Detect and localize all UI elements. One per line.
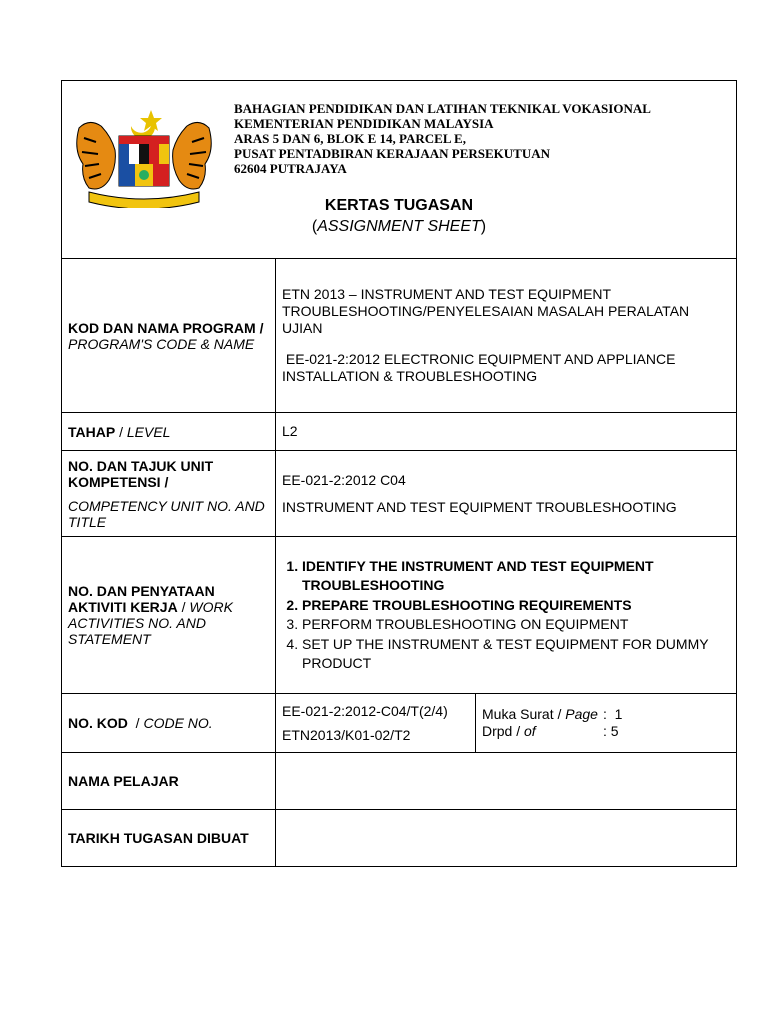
activity-item: 1. IDENTIFY THE INSTRUMENT AND TEST EQUIPMENT TROUBLESHOOTING [302, 557, 730, 596]
program-standard: EE-021-2:2012 ELECTRONIC EQUIPMENT AND APPLIANCE INSTALLATION & TROUBLESHOOTING [282, 351, 680, 384]
sheet-title: KERTAS TUGASAN [324, 197, 474, 214]
code-number-2: ETN2013/K01-02/T2 [282, 727, 411, 743]
date-field[interactable] [276, 810, 736, 866]
code-label-english: CODE NO. [143, 715, 213, 731]
level-row [62, 413, 736, 451]
student-label-text: NAMA PELAJAR [68, 773, 179, 789]
program-label-english: PROGRAM'S CODE & NAME [68, 335, 255, 352]
unit-row [62, 451, 736, 537]
code-row [62, 694, 736, 753]
program-label [62, 259, 276, 412]
activities-list [282, 557, 730, 674]
page-value: : 1 [603, 706, 623, 722]
activities-value [276, 537, 736, 693]
page-label-english: Page [565, 706, 598, 722]
activity-item: 2. PREPARE TROUBLESHOOTING REQUIREMENTS [302, 596, 730, 616]
date-label [62, 810, 276, 866]
activities-row [62, 537, 736, 694]
level-label-separator: / [115, 423, 127, 440]
program-row [62, 259, 736, 413]
activities-label-separator: / [177, 599, 190, 615]
unit-value [276, 451, 736, 536]
code-value [276, 694, 736, 752]
page-total [482, 723, 730, 740]
address-line: 62604 PUTRAJAYA [234, 161, 347, 176]
level-label-malay: TAHAP [68, 423, 116, 440]
page-info [476, 694, 736, 752]
code-label-malay: NO. KOD [68, 715, 128, 731]
of-value: : 5 [603, 723, 619, 739]
address-line: KEMENTERIAN PENDIDIKAN MALAYSIA [234, 116, 494, 131]
code-numbers [276, 694, 476, 752]
code-label-separator: / [127, 715, 144, 731]
subtitle-paren-open: ( [311, 218, 318, 235]
of-label-english: of [524, 723, 536, 739]
of-label: Drpd / [482, 723, 525, 739]
assignment-sheet [61, 80, 737, 867]
code-label [62, 694, 276, 752]
student-label [62, 753, 276, 809]
level-value: L2 [282, 423, 298, 439]
ministry-address [234, 101, 714, 176]
address-line: BAHAGIAN PENDIDIKAN DAN LATIHAN TEKNIKAL VOKASIONAL [234, 101, 651, 116]
address-line: ARAS 5 DAN 6, BLOK E 14, PARCEL E, [234, 131, 466, 146]
sheet-header [62, 81, 736, 259]
activities-label-english: WORK ACTIVITIES NO. AND STATEMENT [68, 599, 233, 647]
date-row [62, 810, 736, 866]
page-label: Muka Surat / [482, 706, 566, 722]
subtitle-text: ASSIGNMENT SHEET [317, 218, 481, 235]
address-line: PUSAT PENTADBIRAN KERAJAAN PERSEKUTUAN [234, 146, 551, 161]
student-name-field[interactable] [276, 753, 736, 809]
activities-label [62, 537, 276, 693]
unit-title: INSTRUMENT AND TEST EQUIPMENT TROUBLESHOOTING [282, 498, 677, 515]
page-number [482, 706, 730, 723]
code-number-1: EE-021-2:2012-C04/T(2/4) [282, 703, 448, 719]
program-label-malay: KOD DAN NAMA PROGRAM / [68, 319, 264, 336]
date-label-text: TARIKH TUGASAN DIBUAT [68, 830, 249, 846]
level-label-english: LEVEL [126, 423, 171, 440]
subtitle-paren-close: ) [480, 218, 487, 235]
activities-label-malay: NO. DAN PENYATAAN AKTIVITI KERJA [68, 583, 215, 615]
unit-label-english: COMPETENCY UNIT NO. AND TITLE [68, 497, 265, 530]
level-label [62, 413, 276, 450]
coat-of-arms-icon [69, 108, 219, 208]
activity-item: 4. SET UP THE INSTRUMENT & TEST EQUIPMENT FOR DUMMY PRODUCT [302, 635, 730, 674]
unit-label-malay: NO. DAN TAJUK UNIT KOMPETENSI / [68, 457, 214, 490]
unit-code: EE-021-2:2012 C04 [282, 471, 406, 488]
unit-label [62, 451, 276, 536]
program-name: ETN 2013 – INSTRUMENT AND TEST EQUIPMENT TROUBLESHOOTING/PENYELESAIAN MASALAH PERALATAN UJIAN [282, 286, 690, 336]
program-value [276, 259, 736, 412]
sheet-subtitle [62, 218, 736, 236]
student-row [62, 753, 736, 810]
activity-item: 3. PERFORM TROUBLESHOOTING ON EQUIPMENT [302, 615, 730, 635]
